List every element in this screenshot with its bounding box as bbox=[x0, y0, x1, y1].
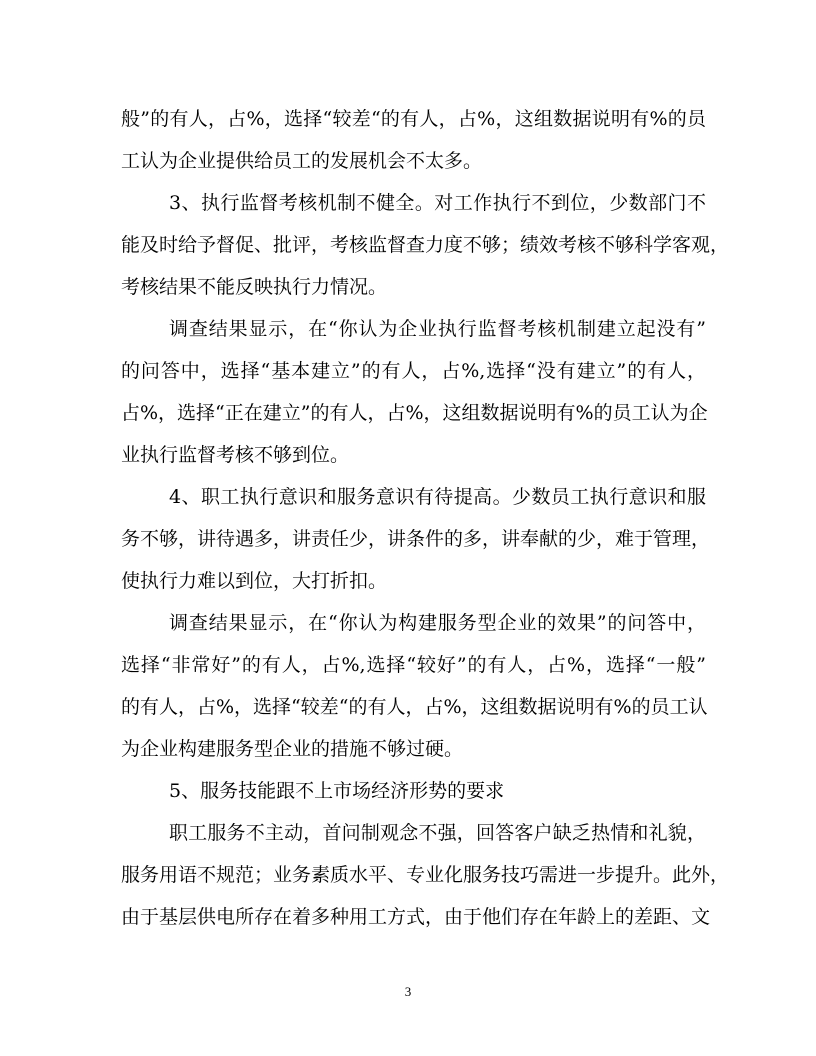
text-line: 务不够，讲待遇多，讲责任少，讲条件的多，讲奉献的少，难于管理， bbox=[121, 528, 711, 550]
text-line: 般”的有人，占%，选择“较差“的有人，占%，这组数据说明有%的员 bbox=[121, 108, 706, 130]
text-line: 服务用语不规范；业务素质水平、专业化服务技巧需进一步提升。此外， bbox=[121, 864, 730, 886]
page-number: 3 bbox=[404, 984, 412, 999]
section-heading-5: 5、服务技能跟不上市场经济形势的要求 bbox=[169, 780, 505, 802]
text-line: 占%，选择“正在建立”的有人，占%，这组数据说明有%的员工认为企 bbox=[121, 402, 708, 424]
text-line: 选择“非常好”的有人，占%,选择“较好”的有人，占%，选择“一般” bbox=[121, 654, 706, 676]
text-line: 考核结果不能反映执行力情况。 bbox=[121, 276, 388, 298]
text-line: 能及时给予督促、批评，考核监督查力度不够；绩效考核不够科学客观， bbox=[121, 234, 730, 256]
text-line: 工认为企业提供给员工的发展机会不太多。 bbox=[121, 150, 483, 172]
text-line: 职工服务不主动，首问制观念不强，回答客户缺乏热情和礼貌， bbox=[169, 822, 706, 844]
text-line: 的有人，占%，选择“较差“的有人，占%，这组数据说明有%的员工认 bbox=[121, 696, 708, 718]
text-line: 为企业构建服务型企业的措施不够过硬。 bbox=[121, 738, 464, 760]
text-line: 业执行监督考核不够到位。 bbox=[121, 444, 350, 466]
text-line: 的问答中，选择“基本建立”的有人，占%,选择“没有建立”的有人， bbox=[121, 360, 706, 382]
text-line: 调查结果显示，在“你认为构建服务型企业的效果”的问答中， bbox=[169, 612, 706, 634]
text-line: 使执行力难以到位，大打折扣。 bbox=[121, 570, 388, 592]
document-body bbox=[121, 98, 730, 938]
text-line: 由于基层供电所存在着多种用工方式，由于他们存在年龄上的差距、文 bbox=[121, 906, 711, 928]
section-heading-4: 4、职工执行意识和服务意识有待提高。少数员工执行意识和服 bbox=[169, 486, 706, 508]
text-line: 调查结果显示，在“你认为企业执行监督考核机制建立起没有” bbox=[169, 318, 706, 340]
section-heading-3: 3、执行监督考核机制不健全。对工作执行不到位，少数部门不 bbox=[169, 192, 706, 214]
